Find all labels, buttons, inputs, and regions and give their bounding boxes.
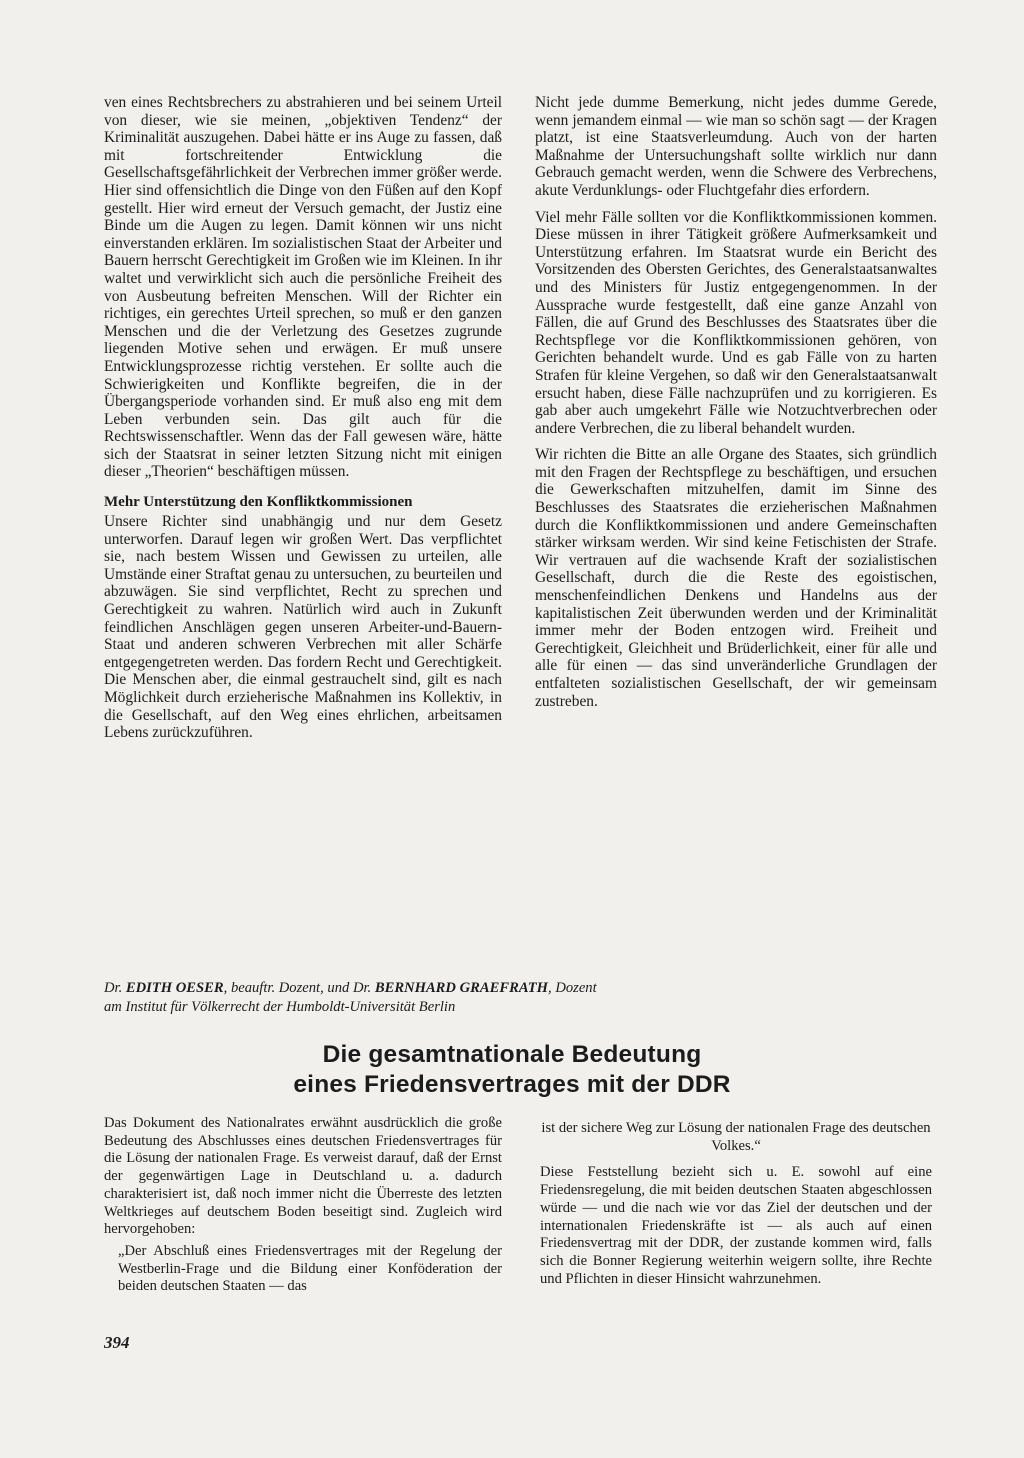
paragraph: Nicht jede dumme Bemerkung, nicht jedes dumme Gerede, wenn jemandem einmal — wie man so schön sagt — der Kragen platzt, ist eine Staatsverleumdung. Auch von der harten Maßnahme der Untersuchungshaft sollte wirklich nur dann Gebrauch gemacht werden, wenn die Schwere des Verbrechens, akute Verdunklungs- oder Fluchtgefahr dies erfordern. <box>535 94 937 199</box>
byline-text: Dr. <box>104 980 126 996</box>
paragraph: Unsere Richter sind unabhängig und nur dem Gesetz unterworfen. Darauf legen wir großen Wert. Das verpflichtet sie, nach bestem Wissen und Gewissen zu urteilen, alle Umstände einer Straftat genau zu untersuchen, zu beurteilen und abzuwägen. Sie sind verpflichtet, Recht zu sprechen und Gerechtigkeit zu wahren. Natürlich wird auch in Zukunft feindlichen Anschlägen gegen unseren Arbeiter-und-Bauern-Staat und anderen schweren Verbrechen mit aller Schärfe entgegengetreten werden. Das fordern Recht und Gerechtigkeit. Die Menschen aber, die einmal gestrauchelt sind, gilt es nach Möglichkeit durch erzieherische Maßnahmen ins Kollektiv, in die Gesellschaft, auf den Weg eines ehrlichen, arbeitsamen Lebens zurückzuführen. <box>104 513 502 742</box>
paragraph: Viel mehr Fälle sollten vor die Konfliktkommissionen kommen. Diese müssen in ihrer Tätigkeit größere Aufmerksamkeit und Unterstützung erfahren. Im Staatsrat wurde ein Bericht des Vorsitzenden des Obersten Gerichtes, des Generalstaatsanwaltes und des Ministers für Justiz entgegengenommen. In der Aussprache wurde festgestellt, daß eine ganze Anzahl von Fällen, die auf Grund des Beschlusses des Staatsrates über die Rechtspflege vor die Konfliktkommissionen gehören, von Gerichten behandelt wurde. Und es gab Fälle von zu harten Strafen für kleine Vergehen, so daß wir den Generalstaatsanwalt ersucht haben, diese Fälle nachzuprüfen und zu korrigieren. Es gab aber auch umgekehrt Fälle wie Notzuchtverbrechen oder andere Verbrechen, die zu liberal behandelt wurden. <box>535 208 937 437</box>
paragraph: Wir richten die Bitte an alle Organe des Staates, sich gründlich mit den Fragen der Rechtspflege zu beschäftigen, und ersuchen die Gewerkschaften mitzuhelfen, damit im Sinne des Beschlusses des Staatsrates die erzieherischen Maßnahmen durch die Konfliktkommissionen und andere Gemeinschaften stärker wirksam werden. Wir sind keine Fetischisten der Strafe. Wir vertrauen auf die wachsende Kraft der sozialistischen Gesellschaft, durch die die Reste des egoistischen, menschenfeindlichen Denkens und Handelns aus der kapitalistischen Zeit überwunden werden und der Kriminalität immer mehr der Boden entzogen wird. Freiheit und Gerechtigkeit, Gleichheit und Brüderlichkeit, einer für alle und alle für einen — das sind unveränderliche Grundlagen der entfalteten sozialistischen Gesellschaft, der wir gemeinsam zustreben. <box>535 446 937 710</box>
title-line-2: eines Friedensvertrages mit der DDR <box>293 1071 731 1098</box>
author-name: BERNHARD GRAEFRATH <box>374 980 549 996</box>
quotation-continued: ist der sichere Weg zur Lösung der nationalen Frage des deutschen Volkes.“ <box>541 1120 931 1154</box>
title-line-1: Die gesamtnationale Bedeutung <box>322 1041 702 1068</box>
paragraph: ven eines Rechtsbrechers zu abstrahieren und bei seinem Urteil von dieser, wie sie meinen, „objektiven Tendenz“ der Kriminalität auszugehen. Dabei hätte er ins Auge zu fassen, daß mit fortschreitender Entwicklung die Gesellschaftsgefährlichkeit der Verbrechen immer größer werde. <box>104 94 502 182</box>
bottom-left-column <box>104 1115 502 1296</box>
byline-text: , beauftr. Dozent, und Dr. <box>223 980 375 996</box>
article-title <box>0 1040 1024 1100</box>
top-left-column <box>104 94 502 742</box>
bottom-right-column <box>540 1120 932 1288</box>
byline-text: , Dozent <box>548 980 597 996</box>
author-name: EDITH OESER <box>125 980 224 996</box>
quotation: „Der Abschluß eines Friedensvertrages mit der Regelung der Westberlin-Frage und die Bildung einer Konföderation der beiden deutschen Staaten — das <box>118 1242 502 1295</box>
page-number: 394 <box>104 1333 130 1352</box>
paragraph: Hier sind offensichtlich die Dinge von den Füßen auf den Kopf gestellt. Hier wird erneut der Versuch gemacht, der Justiz eine Binde um die Augen zu legen. Damit können wir uns nicht einverstanden erklären. Im sozialistischen Staat der Arbeiter und Bauern herrscht Gerechtigkeit im Großen wie im Kleinen. In ihr waltet und verwirklicht sich auch die persönliche Freiheit des von Ausbeutung befreiten Menschen. Will der Richter ein richtiges, ein gerechtes Urteil sprechen, so muß er den ganzen Menschen und die der Verletzung des Gesetzes zugrunde liegenden Motive sehen und erwägen. Er muß unsere Entwicklungsprozesse richtig verstehen. Er sollte auch die Schwierigkeiten und Konflikte begreifen, die in der Übergangsperiode vorhanden sind. Er muß also eng mit dem Leben verbunden sein. Das gilt auch für die Rechtswissenschaftler. Wenn das der Fall gewesen wäre, hätte sich der Staatsrat in seiner letzten Sitzung nicht mit einigen dieser „Theorien“ beschäftigen müssen. <box>104 181 502 481</box>
section-heading: Mehr Unterstützung den Konfliktkommissionen <box>104 494 413 511</box>
author-byline <box>104 979 704 1016</box>
top-right-column <box>535 94 937 710</box>
paragraph: Diese Feststellung bezieht sich u. E. sowohl auf eine Friedensregelung, die mit beiden deutschen Staaten abgeschlossen würde — und die nach wie vor das Ziel der deutschen und der internationalen Friedenskräfte ist — als auch auf einen Friedensvertrag mit der DDR, der zustande kommen wird, falls sich die Bonner Regierung weiterhin weigern sollte, ihre Rechte und Pflichten in dieser Hinsicht wahrzunehmen. <box>540 1164 932 1287</box>
byline-line-2: am Institut für Völkerrecht der Humboldt-Universität Berlin <box>104 998 456 1015</box>
paragraph: Das Dokument des Nationalrates erwähnt ausdrücklich die große Bedeutung des Abschlusses eines deutschen Friedensvertrages für die Lösung der nationalen Frage. Es verweist darauf, daß der Ernst der gegenwärtigen Lage in Deutschland u. a. dadurch charakterisiert ist, daß noch immer nicht die Überreste des letzten Weltkrieges auf deutschem Boden beseitigt sind. Zugleich wird hervorgehoben: <box>104 1115 502 1238</box>
byline-line-1 <box>104 979 704 998</box>
